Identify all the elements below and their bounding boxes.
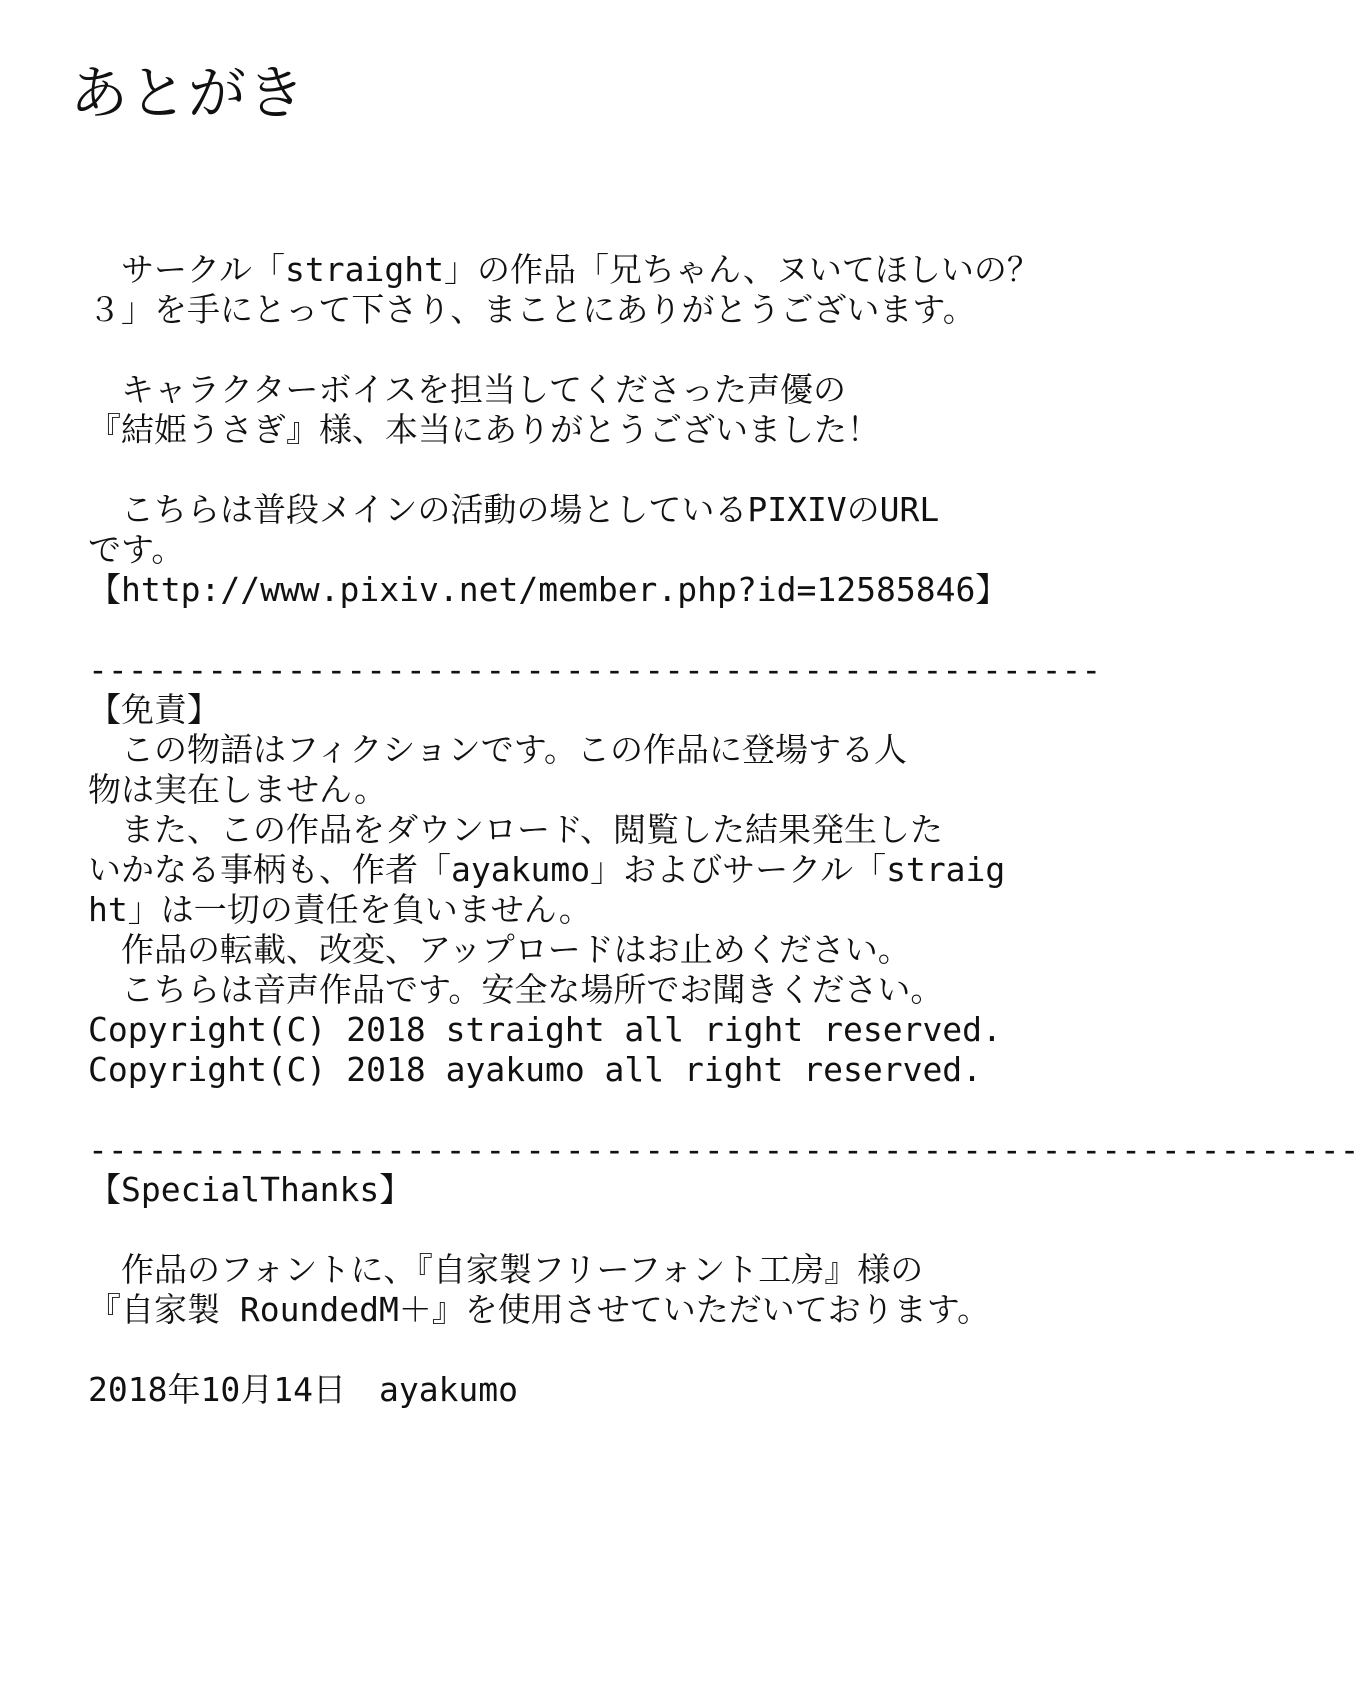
special-thanks-line: 作品のフォントに、『自家製フリーフォント工房』様の [88, 1250, 924, 1289]
disclaimer-line: また、この作品をダウンロード、閲覧した結果発生した [88, 810, 944, 849]
signature-author: ayakumo [378, 1370, 519, 1409]
afterword-body [88, 250, 1360, 1410]
blank-line [88, 1090, 1183, 1130]
section-divider: ---------------------------------------------------------------- [88, 1130, 1360, 1169]
special-thanks-line: 『自家製 RoundedM＋』を使用させていただいております。 [88, 1290, 991, 1329]
copyright-line: Copyright(C) 2018 ayakumo all right reserved. [88, 1050, 983, 1089]
disclaimer-line: 作品の転載、改変、アップロードはお止めください。 [88, 930, 911, 969]
disclaimer-line: ht」は一切の責任を負いません。 [88, 890, 592, 929]
intro-line: サークル「straight」の作品「兄ちゃん、ヌいてほしいの？ [88, 250, 1040, 289]
intro-line: 『結姫うさぎ』様、本当にありがとうございました！ [88, 410, 880, 449]
signature-line [88, 1370, 1183, 1410]
blank-line [88, 1210, 1183, 1250]
blank-line [88, 450, 1183, 490]
pixiv-url: 【http://www.pixiv.net/member.php?id=12585846】 [88, 570, 1009, 609]
special-thanks-heading: 【SpecialThanks】 [88, 1170, 413, 1209]
copyright-line: Copyright(C) 2018 straight all right reserved. [88, 1010, 1002, 1049]
intro-line: ３」を手にとって下さり、まことにありがとうございます。 [88, 290, 976, 329]
intro-line: です。 [88, 530, 185, 569]
disclaimer-line: この物語はフィクションです。この作品に登場する人 [88, 730, 908, 769]
disclaimer-line: こちらは音声作品です。安全な場所でお聞きください。 [88, 970, 944, 1009]
disclaimer-heading: 【免責】 [88, 690, 220, 729]
signature-date: 2018年10月14日 [88, 1370, 346, 1409]
blank-line [88, 1330, 1183, 1370]
disclaimer-line: いかなる事柄も、作者「ayakumo」およびサークル「straig [88, 850, 1006, 889]
section-divider: --------------------------------------------------- [88, 650, 1102, 689]
intro-line: キャラクターボイスを担当してくださった声優の [88, 370, 847, 409]
intro-line: こちらは普段メインの活動の場としているPIXIVのURL [88, 490, 940, 529]
blank-line [88, 610, 1183, 650]
blank-line [88, 330, 1183, 370]
disclaimer-line: 物は実在しません。 [88, 770, 387, 809]
page-title: あとがき [70, 59, 307, 127]
